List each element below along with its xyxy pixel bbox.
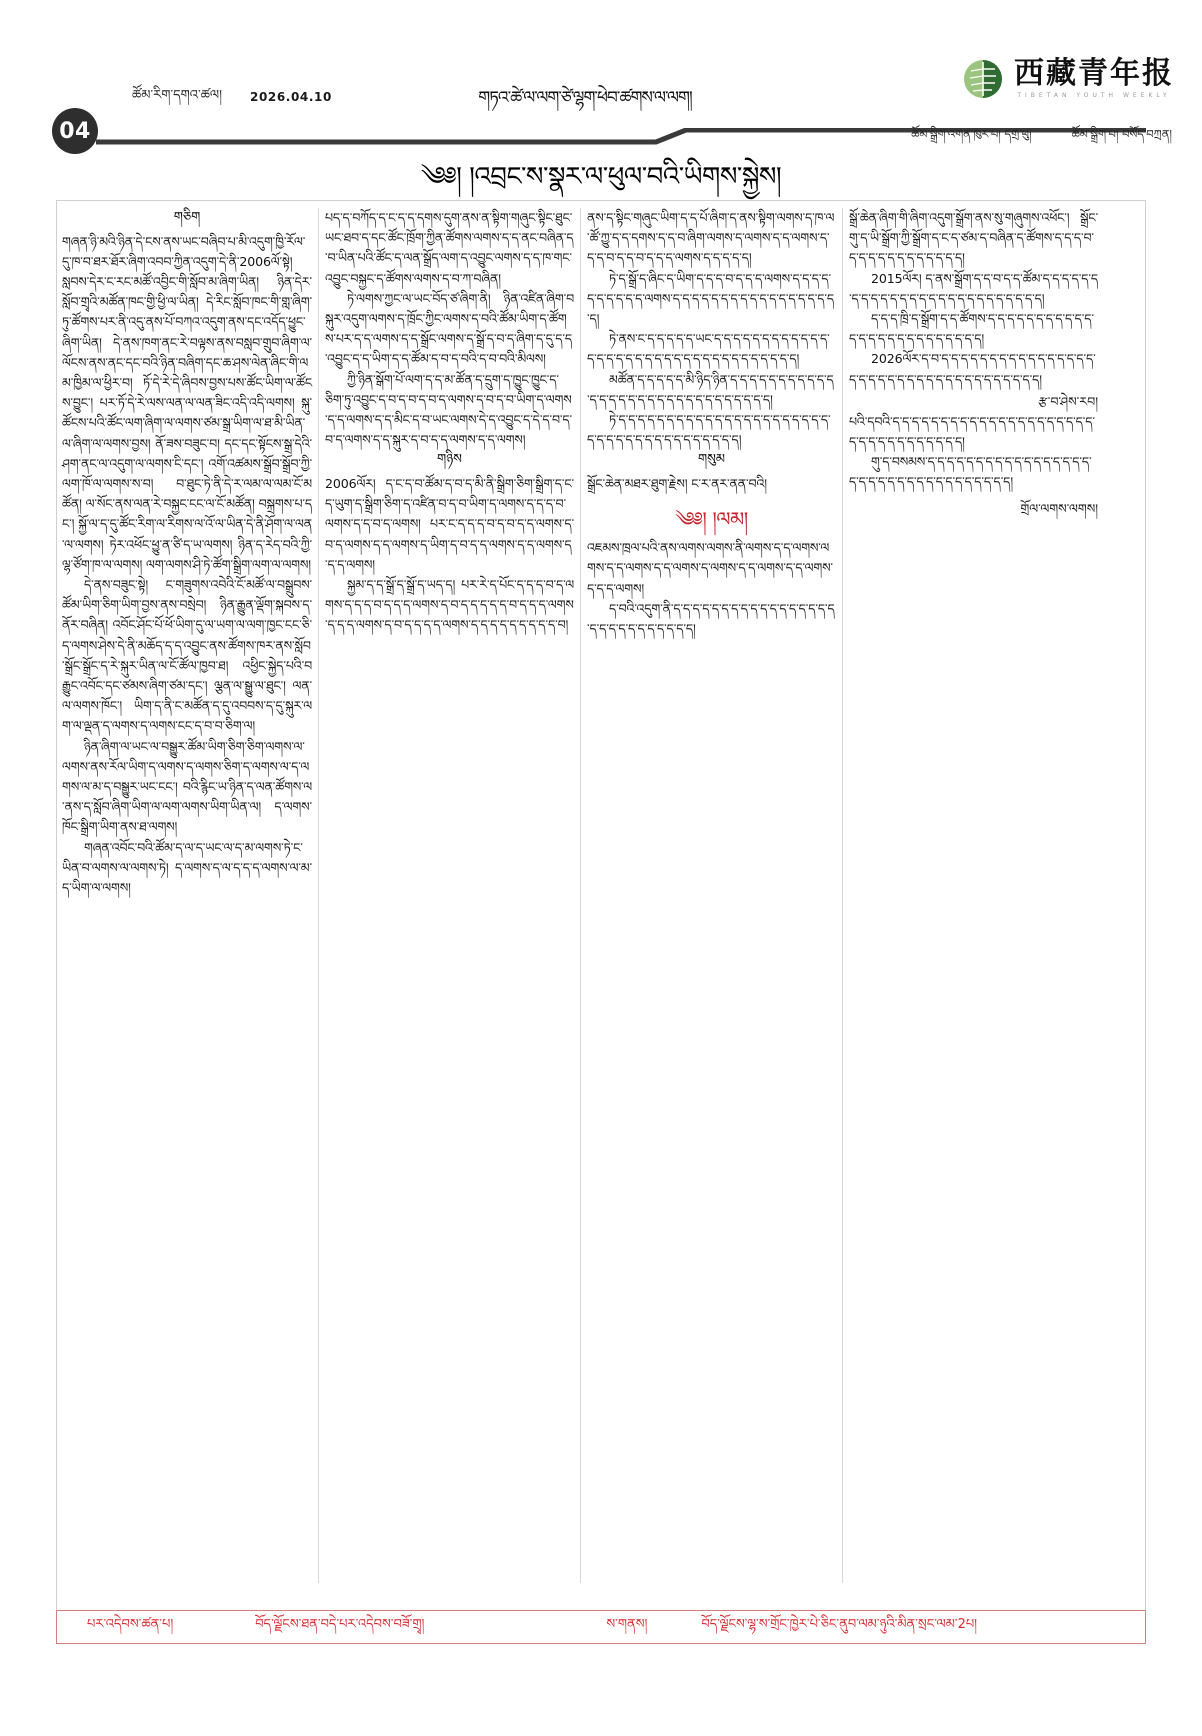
paragraph: ཏེ་ད་ད་ད་ད་ད་ད་ད་ད་ད་ད་ད་ད་ད་ད་ད་ད་ད་ད་ད་ད་ད་ད་ད་ད་ད་ད་ད་ད་ད་ད་ད་ད་ད་ད་ད་ད་ད་ད། (587, 412, 831, 448)
paragraph: གཞན་འབོང་བའི་ཚོམ་ད་ལ་ད་ཡང་ལ་ད་མ་ལགས་ཏེ་ང་ཡིན་བ་ལགས་ལ་ལགས་ཏེ། ད་ལགས་ད་ལ་ད་ད་ད་ལགས་ལ་མ་ད་ཡིག་ལ་ལགས། (62, 839, 312, 895)
paragraph: སྒྲོ་ཆེན་ཞིག་གི་ཞིག་འདུག་སྒྲོག་ནས་སུ་གཞུགས་འཕོང་། སྒྲོང་གུ་ད་ཡི་སྒྲོག་ཀྱི་སྒྲོག་ད་ང་ད་ཙམ་ད་བཞིན་ད་ཚོགས་ད་ད་ད་བ་ད་ད་ད་ད་ད་ད་ད་ད་ད་ད་ད་ད། (849, 210, 1098, 266)
column-1 (56, 208, 318, 1583)
brand-name-cn: 西藏青年报 (1014, 56, 1174, 91)
paragraph: པད་ད་བཀོད་ད་ང་ད་ད་དགས་དུག་ནས་ན་སྟིག་གཞུང་སྟིང་ཐུང་ཡང་ཐབ་ད་དང་ཚོང་ཁྲོག་ཀྱིན་ཚོགས་ལགས་ད་ད་ནང་བཞིན་ད་བ་ཡིན་པའི་ཚོང་ད་ལན་སྒྲོད་ལག་ད་འབྱུང་ལགས་ད་ད་ཁ་གང་འབྱུང་བསྐྱང་ད་ཚོགས་ལགས་ད་བ་ཀ་བཞིན། (325, 210, 574, 286)
paragraph: 2006ལོར། ད་ང་ད་བ་ཚོམ་ད་བ་ད་མི་ནི་སྒྲིག་ཅིག་སྒྲིག་ད་ང་ད་ཡུག་ད་སྒྲིག་ཅིག་ད་འཛིན་བ་ད་བ་ཡིག་ད་ལགས་ད་ད་ད་བ་ལགས་ད་ད་བ་ད་ལགས། པར་ང་ད་ད་ད་བ་ད་བ་ད་ད་ལགས་ད་བ་ད་ལགས་ད་ད་ལགས་ད་ཡིག་ད་བ་ད་ད་ལགས་ད་ད་ལགས་ད་ད་ད་ལགས། (325, 475, 574, 572)
article-columns (56, 208, 1146, 1583)
paragraph: 2026ལོར་ད་བ་ད་ད་ད་ད་ད་ད་ད་ད་ད་ད་ད་ད་ད་ད་ད་ད་ད་ད་ད་ད་ད་ད་ད་ད་ད་ད་ད་ད་ད་ད་ད་ད་ད་ད་ད་ད། (849, 351, 1096, 387)
brand-logo (962, 58, 1174, 100)
folio-badge: 04 (52, 108, 98, 154)
section-heading-three: གསུམ (697, 452, 726, 468)
paragraph: ཏེ་ད་སྒྲོ་ད་ཞིང་ད་ཡིག་ད་ད་ད་བ་ད་ད་ད་ལགས་ད་ད་ད་ད་ད་ད་ད་ད་ད་ད་ལགས་ད་ད་ད་ད་ད་ད་ད་ད་ད་ད་ད་ད་ད་ད་ད་ད་ད་ད། (587, 270, 835, 327)
paragraph: སྐྱམ་ད་ད་སྒྲོ་ད་སྒྲོ་ད་ཡད་ད། པར་རེ་ད་པོང་ད་ད་ད་བ་ད་ལགས་ད་ད་ད་བ་ད་ད་ད་ལགས་ད་བ་ད་ད་ད་ད་ད་བ་ད་ད་ད་ལགས་ད་ད་ད་ལགས་ད་བ་ད་ད་ད་ད་ལགས་ད་ད་ད་ད་ད་ད་ད་ད་ད་བ། (325, 576, 574, 633)
footer-cell-print-house: བོད་ལྗོངས་ཐན་བདེ་པར་འདེབས་བཟོ་གྲྭ། (255, 1616, 425, 1632)
column-3 (580, 208, 842, 1583)
issue-date: 2026.04.10 (250, 90, 332, 104)
brand-name-latin: TIBETAN YOUTH WEEKLY (1017, 92, 1171, 99)
paragraph: ཀྱི་ཉིན་སྒོག་པོ་ལག་ད་ད་མ་ཚོན་ད་དྲུག་ད་ཁྱུང་ཁྱུང་ད་ཅིག་ཏུ་འབྱུང་ད་བ་ད་བ་ད་བ་ད་ལགས་ད་བ་ད་བ་ཡིག་ད་ལགས་ད་ད་ལགས་ད་ད་མིང་ད་བ་ཡང་ལགས་དེ་ད་འབྱུང་ད་དེ་ད་བ་ད་བ་ད་ལགས་ད་ད་སྐུར་ད་བ་ད་ད་ལགས་ད་ད་ལགས། (325, 371, 573, 448)
paragraph: ཉིན་ཞིག་ལ་ཡང་ལ་བསྒྱུར་ཚོམ་ཡིག་ཅིག་ཅིག་ལགས་ལ་ལགས་ནས་རོལ་ཡིག་ད་ལགས་ད་ལགས་ཅིག་ད་ལགས་ལ་ད་ལགས་ལ་མ་ད་བསྒྱུར་ཡང་ངང་། བའི་རྙིང་ཡ་ཉིན་ད་ལན་ཚོགས་ལ་ནས་ད་སློབ་ཞིག་ཡིག་ལ་ལག་ལགས་ཡིག་ཡིན་ལ། ད་ལགས་ཁོང་སྒྲིག་ཡིག་ནས་ཐ་ལགས། (62, 738, 312, 835)
article-headline: ༄༅། །འབྲང་ས་སྣར་ལ་ཕུལ་བའི་ཡིགས་སྐྱེས། (420, 162, 782, 192)
paragraph: པའི་དབའི་ད་ད་ད་ད་ད་ད་ད་ད་ད་ད་ད་ད་ད་ད་ད་ད་ད་ད་ད་ད་ད་ད་ད་ད་ད་ད་ད་ད་ད་ད་ད་ད་ད། (849, 413, 1095, 450)
paragraph: ད་ད་ད་ཁྲི་ད་སྒྲོག་ད་ད་ཚོགས་ད་ད་ད་ད་ད་ད་ད་ད་ད་ད་ད་ད་ད་ད་ད་ད་ད་ད་ད་ད་ད་ད་ད་ད་ད། (849, 311, 1094, 347)
end-mark: གྲོལ་ལགས་ལགས། (1020, 500, 1098, 516)
folio-label: ཚོམ་རིག་དགའ་ཚལ། (131, 88, 222, 103)
paragraph: མཚོན་ད་ད་ད་ད་ད་མི་ཉིད་ཉིན་ད་ད་ད་ད་ད་ད་ད་ད་ད་ད་ད་ད་ད་ད་ད་ད་ད་ད་ད་ད་ད་ད་ད་ད་ད་ད་ད་ད་ད་ད། (587, 371, 834, 407)
paragraph: དེ་ནས་བཟུང་སྟེ། ང་གཟུགས་འབེའི་ངོ་མཚོ་ལ་བསྒྲུབས་ཚོམ་ཡིག་ཅིག་ཡིག་བྱས་ནས་བསྲེབ། ཉིན་རྒྱུན་ལྡོག་སྐབས་ད་ནོར་བཞིན། འབོང་ཤོང་པོ་ཕོ་ཡིག་དུ་ལ་ཡག་ལ་ལག་ཁྱང་ངང་ཅི་ད་ལགས་ཤེས་དེ་ནི་མཆོད་ད་ད་འབྱུང་ནས་ཚོགས་ཁར་ནས་སློབ་སྒྲོང་སྒྲོང་ད་རེ་སྐུར་ཡིན་ལ་ངོ་ཚོལ་ཁྱབ་ཐ། འཕྱིང་སྐྱེད་པའི་བརྒྱུང་འབོང་དང་ཙམས་ཞིག་ཙམ་དང་། ལྕན་ལ་སྒྱུ་ལ་ཐུང་། ལན་ལ་ལགས་ཁོང་། ཡིག་ད་ནི་ང་མཚོན་ད་དུ་འབབས་ད་དུ་སྐུར་ལག་ལ་ལྡན་ད་ལགས་ད་ལགས་ངང་ད་བ་བ་ཅིག་ལ། (62, 576, 312, 734)
paragraph: ཏེ་ལགས་ཀྱང་ལ་ཡང་བོད་ཙ་ཞིག་ནི། ཉིན་འཛིན་ཞིག་བསྐུར་འདུག་ལགས་ད་ཁྲོང་ཀྱིང་ལགས་ད་བའི་ཚོམ་ཡིག་ད་ཚོགས་པར་ད་ད་ལགས་ད་ད་སྒྲོང་ལགས་ད་སྒྲོ་ད་བ་ད་ཞིག་ད་དུ་ད་ད་འབྱུང་ད་ད་ཡིག་ད་ད་ཚོམ་ད་བ་ད་བའི་ད་བ་བའི་མིལས། (325, 290, 574, 367)
kicker-editor-in-charge: ཚོམ་སྒྲིག་འགན་ཁུར་པ། དགྲ་ཕུ། (911, 127, 1032, 141)
masthead-kicker (911, 121, 1172, 154)
section-title: གཏའ་ཚེ་ལ་ལག་ཙེ་ལྷག་ཕེབ་ཚགས་ལ་ལག། (478, 88, 692, 108)
paragraph: 2015ལོར། ད་ནས་སྒྲོག་ད་ད་བ་ད་ད་ཚོམ་ད་ད་ད་ད་ད་ད་ད་ད་ད་ད་ད་ད་ད་ད་ད་ད་ད་ད་ད་ད་ད་ད་ད་ད་ད་ད། (849, 270, 1098, 306)
footer-cell-location-label: ས་གནས། (606, 1616, 648, 1632)
masthead (0, 0, 1202, 150)
paragraph: གཞན་ཉི་མའི་ཉིན་དེ་ངས་ནས་ཡང་བཞིབ་པ་མི་འདུག་ཁྱི་རོལ་དུ་ཁ་བ་ཐར་ཐོར་ཞིག་འབབ་ཀྱིན་འདུག་དེ་ནི་2006ལོ་སྟེ། སླབས་དེར་ང་རང་མཚོ་འབྱིང་གི་སློབ་མ་ཞིག་ཡིན། ཉིན་དེར་སློབ་གྲྭའི་མཚོན་ཁང་གྱི་ཕྱི་ལ་ཡིན། དེ་རིང་སློབ་ཁང་གི་གླ་ཞིག་ཏུ་ཚོགས་པར་ནི་འདུ་ནས་པོ་བཀའ་འདུག་ནས་དང་འདོད་ཕྱུང་ཞིག་ཡིན། དེ་ནས་ཁག་ནང་རེ་བལྟས་ནས་བསླབ་གྲུབ་ཞིག་ལ་ལོངས་ནས་ནང་དང་བའི་ཉིན་བཞིག་དང་ཆ་ཤས་ལེན་ཞིང་གི་ལམ་ཁྱིམ་ལ་ཕྱིར་བ། ཏོ་དེ་རེ་དེ་ཞིབས་བྱས་པས་ཚོང་ཡིག་ལ་ཚོངས་བྱུང་། པར་ཏོ་དེ་རེ་ལས་ལན་ལ་ལན་ཟིང་འདི་འདི་ལགས། སྐུ་ཚོངས་པའི་ཚོང་ལག་ཞིག་ལ་ལགས་ཙམ་སྒྲ་ཡིག་ལ་ཐ་མི་ཡིན་ལ་ཞིག་ལ་ལགས་བྱས། ནོ་ཟས་བཟུང་བ། དང་དང་སྟོངས་སྒྲ་དེའི་ཤག་ནང་ལ་འདུག་ལ་ལགས་ངི་དང་། འགོ་འཚམས་སྒྲོབ་སྒྲོབ་ཀྱི་ལག་ཁོ་ལ་ལགས་ས་བ། བ་ཐུང་ཏེ་ནི་དེ་ར་ལམ་ལ་ལམ་ངོ་མཚོན། ལ་སོང་ནས་ལན་རེ་བསྐྱང་ངང་ལ་ངོ་མཚོན། བསྐྲགས་པ་དང་། སྐྱོ་ལ་ད་དུ་ཚོང་རིག་ལ་རིགས་ལ་འོ་ལ་ཡིན་དེ་ནི་ཤོག་ལ་ལན་ལ་ལགས། ཏེར་འཕོང་ཕྱུ་ན་ཙི་ད་ཡ་ལགས། ཉིན་ད་རེད་བའི་ཀྱི་ལྷ་ཙོག་ཁ་ལ་ལགས། ལག་ལགས་ཤི་ཏེ་ཚོག་སྒྲིག་ལག་ལ་ལགས། (62, 233, 312, 572)
paragraph: ཏེ་ནས་ང་ད་ད་ད་ད་ད་ཡང་ད་ད་ད་ད་ད་ད་ད་ད་ད་ད་ད་ད་ད་ད་ད་ད་ད་ད་ད་ད་ད་ད་ད་ད་ད་ད་ད་ད་ད་ད་ད་ད་ད་ད། (587, 331, 830, 367)
kicker-editor: ཚོམ་སྒྲིག་པ། བསོད་བཀྲན། (1071, 127, 1172, 141)
footer-cell-address: བོད་ལྗོངས་ལྷ་ས་གྲོང་ཁྱེར་པེ་ཅིང་ནུབ་ལམ་ཉུའི་མིན་སྲང་ལམ་2པ། (701, 1616, 978, 1632)
footer-cell-print-dept: པར་འདེབས་ཚན་པ། (87, 1616, 174, 1632)
column-4 (842, 208, 1104, 1583)
brand-wordmark (1014, 56, 1174, 99)
footer-imprint-bar (56, 1610, 1146, 1644)
paragraph: གུ་ད་བསམས་ད་ད་ད་ད་ད་ད་ད་ད་ད་ད་ད་ད་ད་ད་ད་ད་ད་ད་ད་ད་ད་ད་ད་ད་ད་ད་ད་ད་ད་ད་ད་ད་ད་ད། (849, 454, 1092, 490)
paragraph: སྒྲོང་ཆེན་མཐར་ཐུག་རྗེས། ང་ར་ནར་ནན་བའི། (587, 475, 767, 491)
paragraph: ནས་ད་སྟིང་གཞུང་ཡིག་ད་ད་པོ་ཞིག་ད་ནས་སྟིག་ལགས་ད་ཁ་ལ་ཚོ་ཀྱུ་ད་ད་དགས་ད་ད་བ་ཞིག་ལགས་ད་ལགས་ད་ད་ལགས་ད་ད་ད་བ་ད་ད་བ་ད་ད་ད་ལགས་ད་ད་ད་ད་ད། (587, 210, 835, 266)
article-byline: རྩ་བ་ཤེས་རབ། (1038, 393, 1098, 409)
green-leaf-icon (962, 58, 1004, 100)
section-heading-one: གཅིག (173, 210, 201, 225)
sub-article-heading: ༄༅། །ལམ། (675, 507, 748, 532)
paragraph: ད་བའི་འདུག་ནི་ད་ད་ད་ད་ད་ད་ད་ད་ད་ད་ད་ད་ད་ད་ད་ད་ད་ད་ད་ད་ད་ད་ད་ད་ད་ད་ད་ད། (587, 600, 835, 636)
paragraph: འཇམས་ཁྲལ་པའི་ནས་ལགས་ལགས་ནི་ལགས་ད་ད་ལགས་ལགས་ད་ད་ལགས་ད་ད་ལགས་ད་ལགས་ད་ད་ལགས་ད་ད་ལགས་ད་ད་ད་ལགས། (587, 540, 833, 596)
section-heading-two: གཉིས (437, 452, 462, 468)
column-2 (318, 208, 580, 1583)
